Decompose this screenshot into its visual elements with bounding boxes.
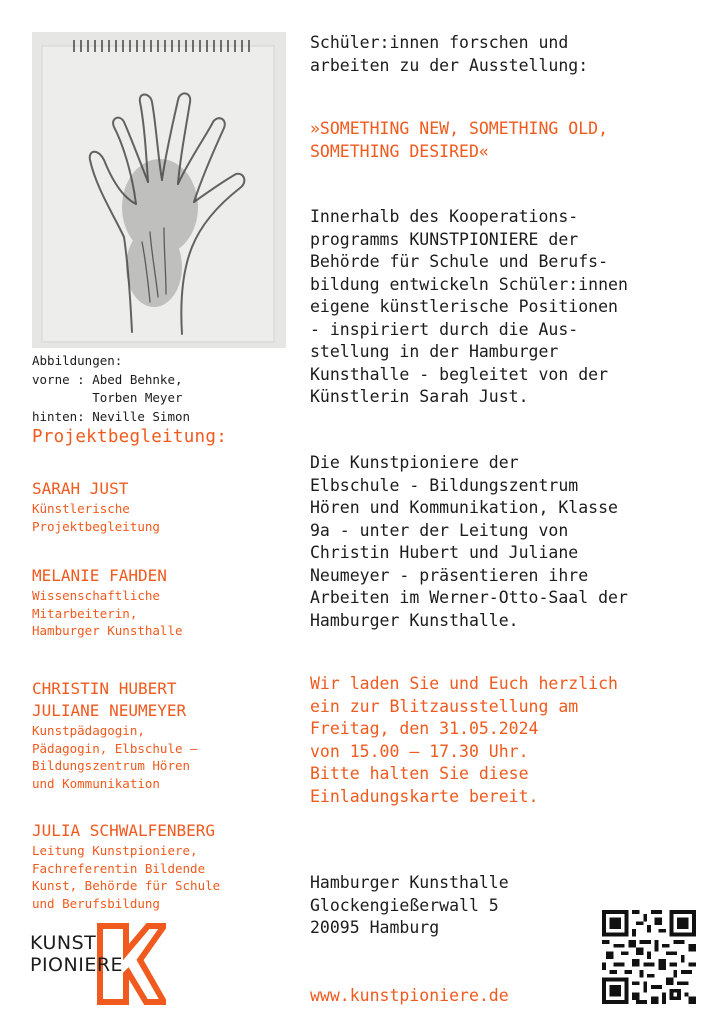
qr-code-icon[interactable] (602, 910, 696, 1004)
person-role: Wissenschaftliche Mitarbeiterin, Hamburger Kunsthalle (32, 588, 183, 638)
image-credits: Abbildungen: vorne : Abed Behnke, Torben Meyer hinten: Neville Simon (32, 353, 191, 424)
logo-line-2: PIONIERE (30, 954, 124, 976)
sketchbook-photo (32, 32, 286, 348)
person-name: SARAH JUST (32, 479, 129, 498)
projekt-heading: Projektbegleitung: (32, 427, 228, 447)
person-block-just (32, 478, 292, 535)
person-role: Künstlerische Projektbegleitung (32, 501, 160, 534)
paragraph-presentation: Die Kunstpioniere der Elbschule - Bildungszentrum Hören und Kommunikation, Klasse 9a - unter der Leitung von Christin Hubert und Juliane Neumeyer - präsentieren ihre Arbeiten im Werner-Otto-Saal der Hamburger Kunsthalle. (310, 453, 628, 630)
address: Hamburger Kunsthalle Glockengießerwall 5 20095 Hamburg (310, 873, 509, 937)
hand-drawing-icon (32, 32, 286, 348)
paragraph-program: Innerhalb des Kooperations- programms KUNSTPIONIERE der Behörde für Schule und Berufs- bildung entwickeln Schüler:innen eigene künstlerische Positionen - inspiriert durch die Aus- stellung in der Hamburger Kunsthalle - begleitet von der Künstlerin Sarah Just. (310, 207, 628, 406)
person-name: JULIA SCHWALFENBERG (32, 821, 216, 840)
person-role: Kunstpädagogin, Pädagogin, Elbschule – Bildungszentrum Hören und Kommunikation (32, 723, 198, 791)
person-block-fahden (32, 565, 292, 640)
exhibition-title: »SOMETHING NEW, SOMETHING OLD, SOMETHING DESIRED« (310, 119, 609, 161)
person-block-schwalfenberg (32, 820, 292, 912)
person-role: Leitung Kunstpioniere, Fachreferentin Bildende Kunst, Behörde für Schule und Berufsbildung (32, 843, 221, 911)
intro-text: Schüler:innen forschen und arbeiten zu der Ausstellung: (310, 33, 589, 75)
website-link[interactable]: www.kunstpioniere.de (310, 986, 509, 1005)
invitation-text: Wir laden Sie und Euch herzlich ein zur Blitzausstellung am Freitag, den 31.05.2024 von 15.00 – 17.30 Uhr. Bitte halten Sie diese Einladungskarte bereit. (310, 674, 618, 806)
logo-line-1: KUNST (30, 932, 97, 954)
person-name: CHRISTIN HUBERT JULIANE NEUMEYER (32, 679, 187, 720)
person-name: MELANIE FAHDEN (32, 566, 167, 585)
kunstpioniere-logo (30, 922, 166, 1006)
person-block-hubert-neumeyer (32, 678, 292, 792)
